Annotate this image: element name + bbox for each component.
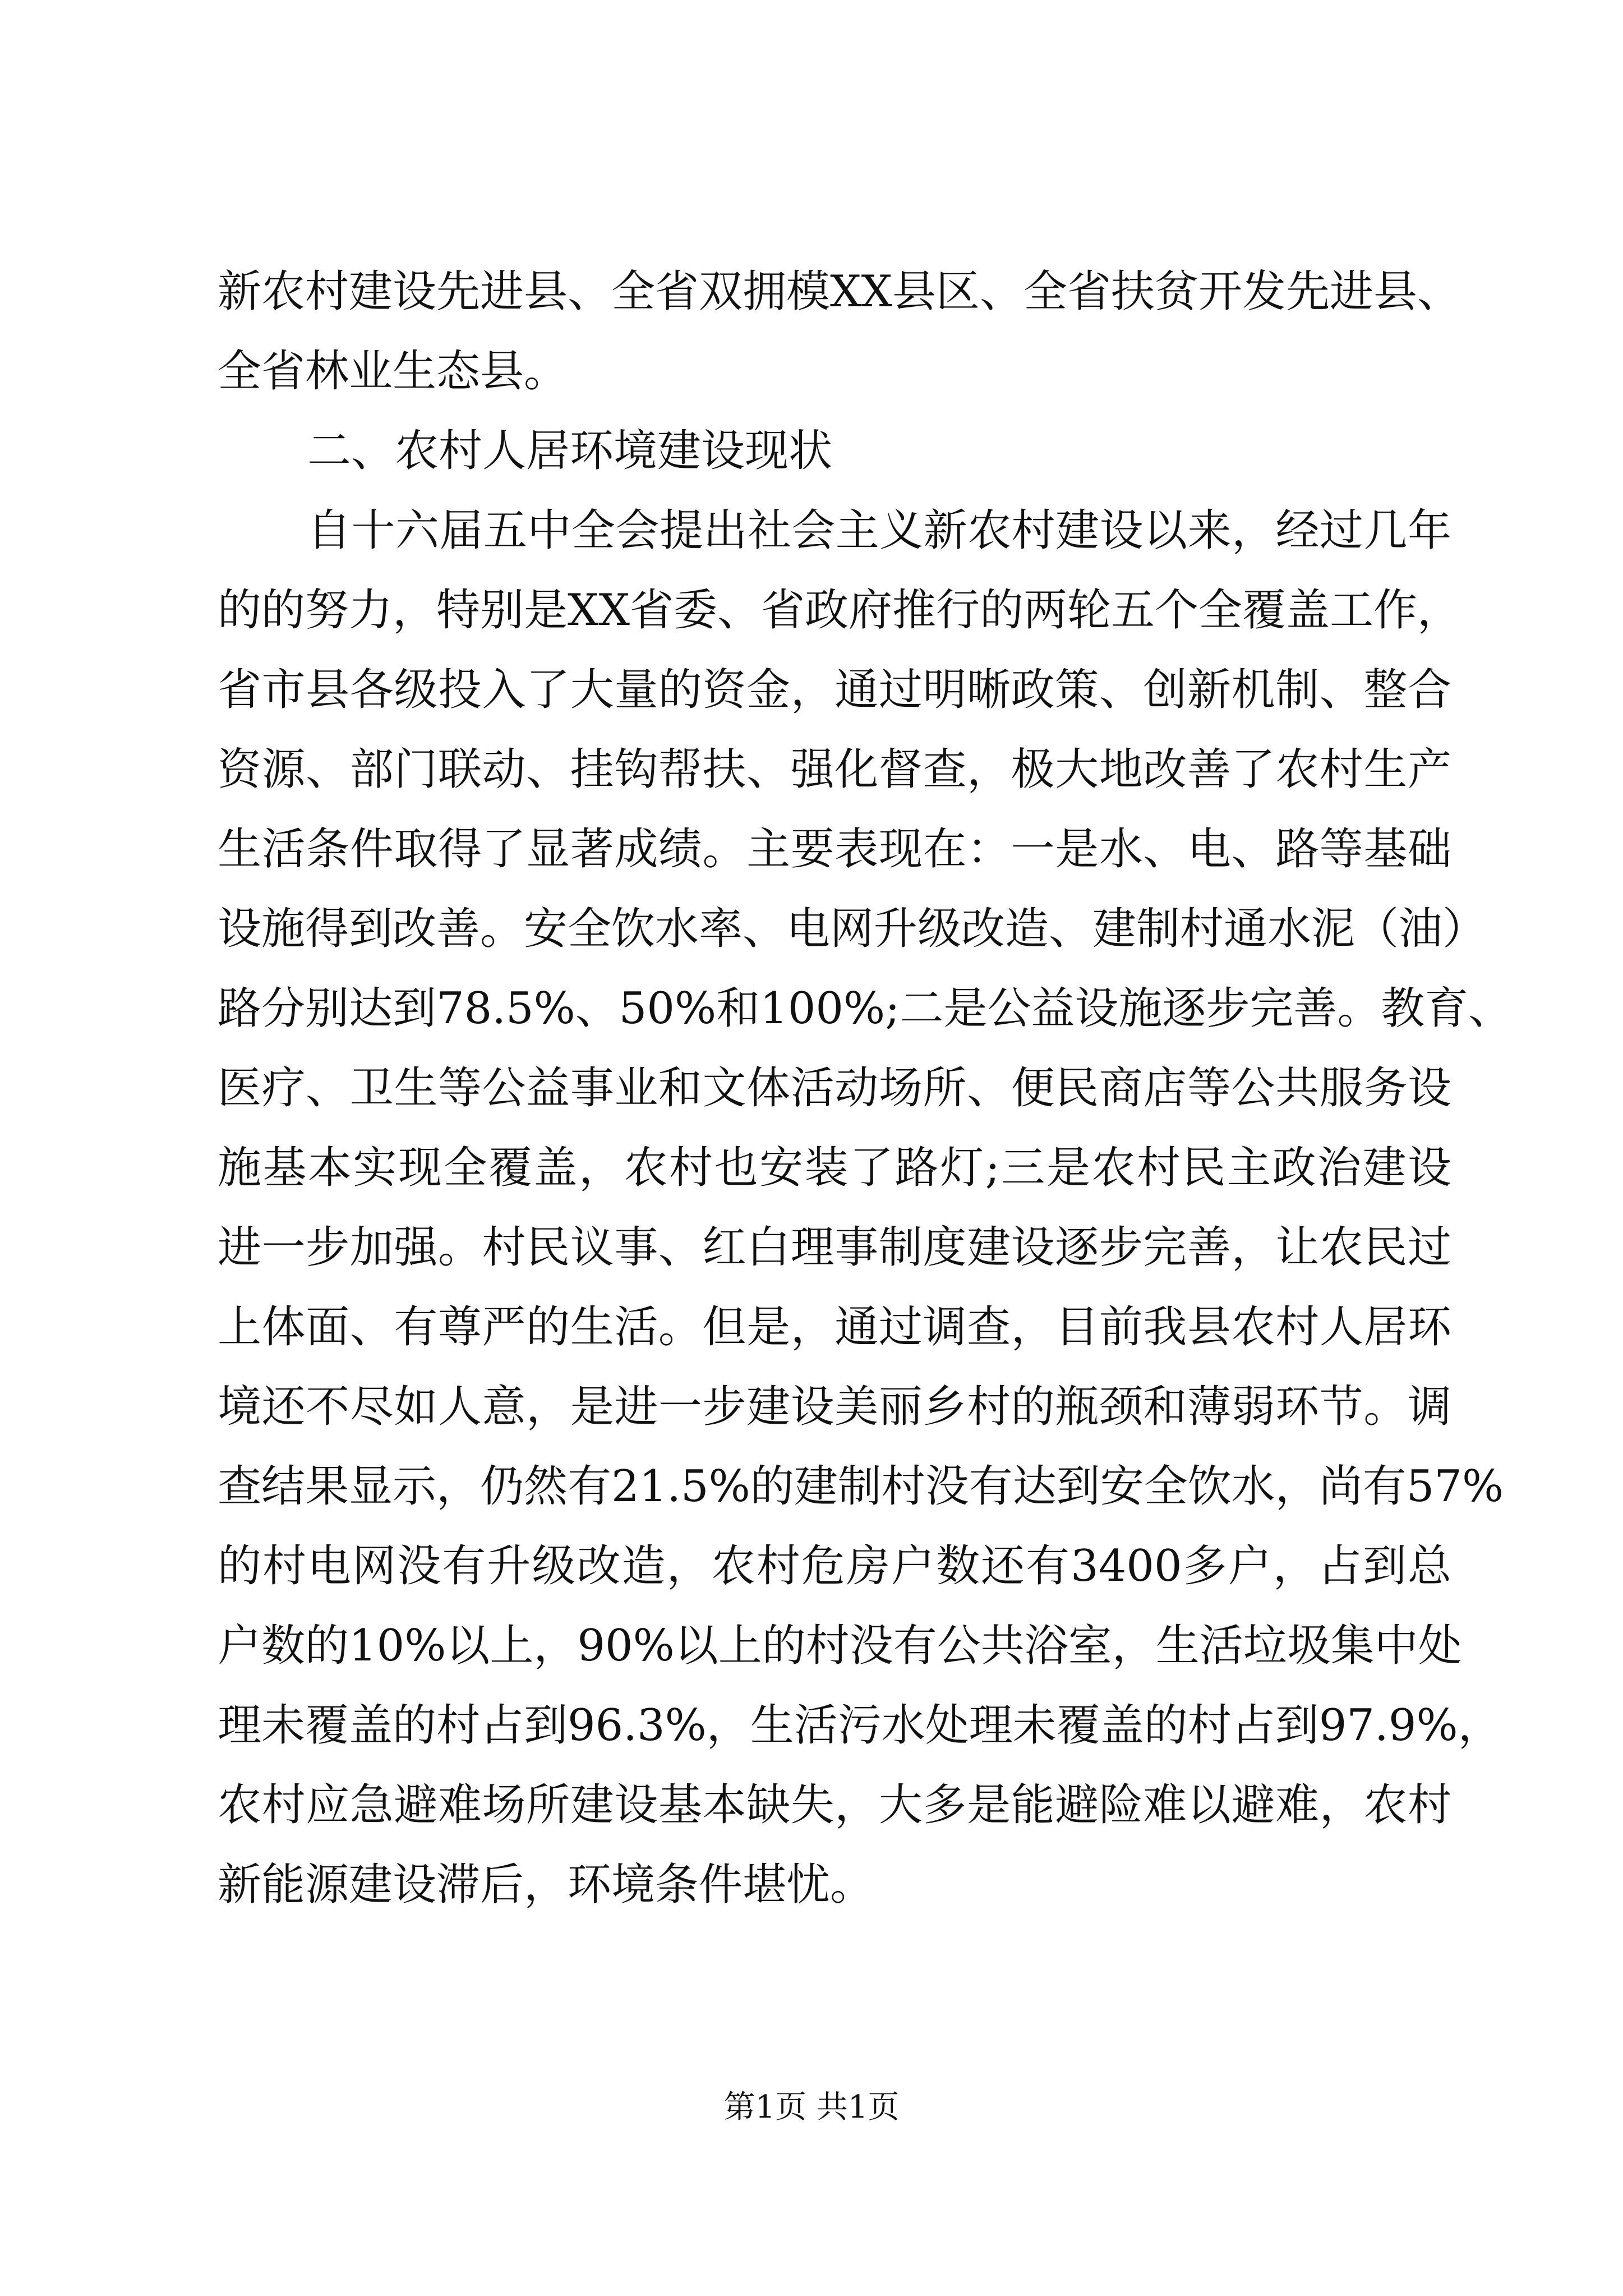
body-line-21: 新能源建设滞后，环境条件堪忧。: [218, 1860, 874, 1910]
body-line-9: 设施得到改善。安全饮水率、电网升级改造、建制村通水泥（油）: [218, 904, 1487, 954]
body-line-4: 自十六届五中全会提出社会主义新农村建设以来，经过几年: [307, 505, 1451, 556]
body-line-18: 户数的10%以上，90%以上的村没有公共浴室，生活垃圾集中处: [218, 1621, 1462, 1671]
body-line-2: 全省林业生态县。: [218, 346, 568, 397]
body-line-12: 施基本实现全覆盖，农村也安装了路灯;三是农村民主政治建设: [218, 1143, 1451, 1193]
body-line-19: 理未覆盖的村占到96.3%，生活污水处理未覆盖的村占到97.9%，: [218, 1700, 1502, 1751]
body-line-8: 生活条件取得了显著成绩。主要表现在：一是水、电、路等基础: [218, 824, 1451, 875]
body-line-20: 农村应急避难场所建设基本缺失，大多是能避险难以避难，农村: [218, 1780, 1451, 1830]
body-line-16: 查结果显示，仍然有21.5%的建制村没有达到安全饮水，尚有57%: [218, 1461, 1504, 1512]
body-line-5: 的的努力，特别是XX省委、省政府推行的两轮五个全覆盖工作，: [218, 585, 1461, 636]
body-line-14: 上体面、有尊严的生活。但是，通过调查，目前我县农村人居环: [218, 1302, 1451, 1352]
page-footer: 第1页 共1页: [723, 2089, 900, 2125]
body-line-10: 路分别达到78.5%、50%和100%;二是公益设施逐步完善。教育、: [218, 983, 1513, 1034]
body-line-6: 省市县各级投入了大量的资金，通过明晰政策、创新机制、整合: [218, 665, 1451, 715]
section-heading: 二、农村人居环境建设现状: [307, 426, 833, 476]
body-line-17: 的村电网没有升级改造，农村危房户数还有3400多户，占到总: [218, 1541, 1451, 1591]
body-line-11: 医疗、卫生等公益事业和文体活动场所、便民商店等公共服务设: [218, 1063, 1451, 1114]
body-line-13: 进一步加强。村民议事、红白理事制度建设逐步完善，让农民过: [218, 1222, 1451, 1273]
body-line-7: 资源、部门联动、挂钩帮扶、强化督查，极大地改善了农村生产: [218, 744, 1451, 795]
body-line-15: 境还不尽如人意，是进一步建设美丽乡村的瓶颈和薄弱环节。调: [218, 1382, 1451, 1432]
body-line-1: 新农村建设先进县、全省双拥模XX县区、全省扶贫开发先进县、: [218, 266, 1461, 317]
